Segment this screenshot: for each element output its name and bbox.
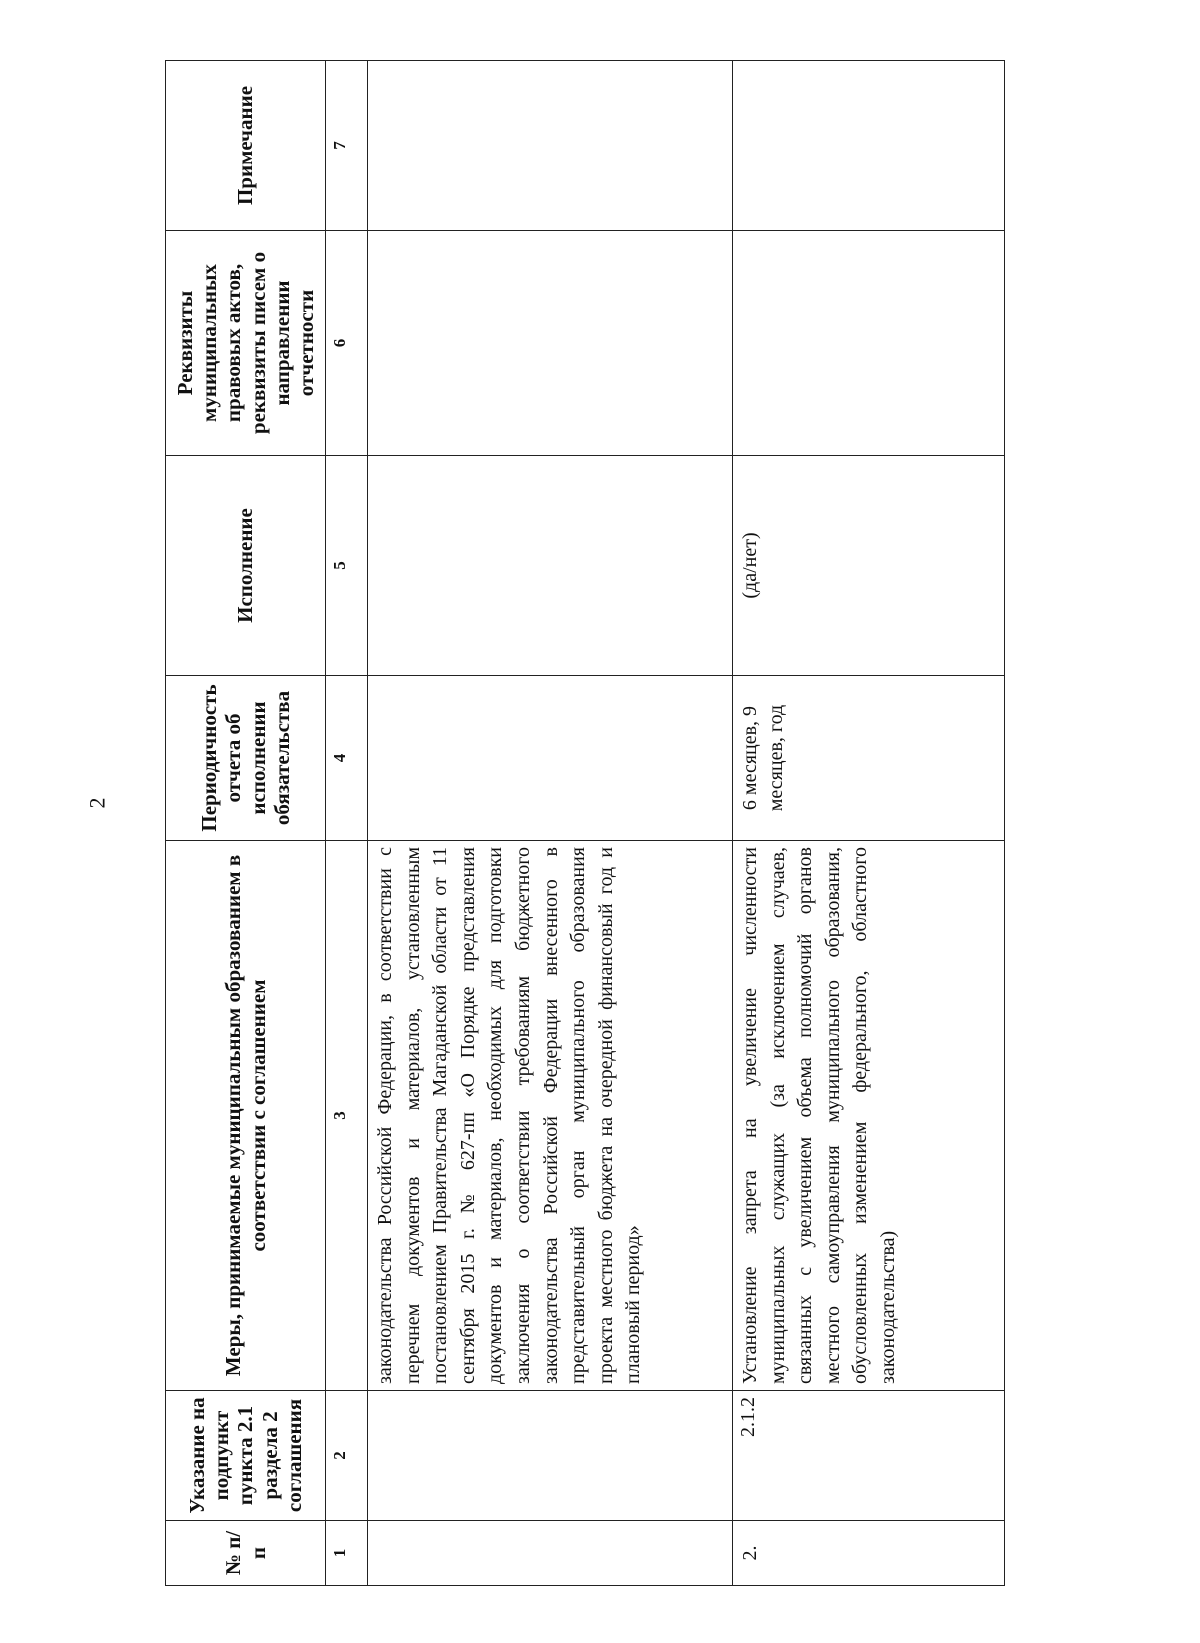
col-num-5: 5 [326, 456, 368, 676]
row-note [733, 61, 1005, 231]
header-measures: Меры, принимаемые муниципальным образованием в соответствии с соглашением [166, 841, 326, 1391]
col-num-3: 3 [326, 841, 368, 1391]
row-measure: законодательства Российской Федерации, в соответствии с перечнем документов и материалов, установленным постановлением Правительства Магаданской области от 11 сентября 2015 г. № 627-пп «О Порядке представления документов и материалов, необходимых для подготовки заключения о соответствии требованиям бюджетного законодательства Российской Федерации внесенного в представительный орган муниципального образования проекта местного бюджета на очередной финансовый год и плановый период» [368, 841, 733, 1391]
rotated-table-wrapper [165, 61, 1005, 1586]
header-execution: Исполнение [166, 456, 326, 676]
header-num: № п/п [166, 1521, 326, 1586]
page-number: 2 [84, 797, 110, 809]
col-num-2: 2 [326, 1391, 368, 1521]
row-period [368, 676, 733, 841]
row-num: 2. [733, 1521, 1005, 1586]
row-num [368, 1521, 733, 1586]
col-num-7: 7 [326, 61, 368, 231]
col-num-4: 4 [326, 676, 368, 841]
row-execution: (да/нет) [733, 456, 1005, 676]
col-num-1: 1 [326, 1521, 368, 1586]
col-num-6: 6 [326, 231, 368, 456]
header-ref: Указание на подпункт пункта 2.1 раздела 2 соглашения [166, 1391, 326, 1521]
rotated-page-area [165, 61, 1005, 1586]
row-period: 6 месяцев, 9 месяцев, год [733, 676, 1005, 841]
row-requisites [733, 231, 1005, 456]
row-ref: 2.1.2 [733, 1391, 1005, 1521]
header-requisites: Реквизиты муниципальных правовых актов, реквизиты писем о направлении отчетности [166, 231, 326, 456]
table-row [368, 61, 733, 1586]
obligations-table [165, 60, 1005, 1586]
row-measure: Установление запрета на увеличение численности муниципальных служащих (за исключением случаев, связанных с увеличением объема полномочий органов местного самоуправления муниципального образования, обусловленных изменением федерального, областного законодательства) [733, 841, 1005, 1391]
column-numbers-row [326, 61, 368, 1586]
row-note [368, 61, 733, 231]
row-execution [368, 456, 733, 676]
table-row [733, 61, 1005, 1586]
row-requisites [368, 231, 733, 456]
header-period: Периодичность отчета об исполнении обязательства [166, 676, 326, 841]
row-ref [368, 1391, 733, 1521]
header-row [166, 61, 326, 1586]
header-note: Примечание [166, 61, 326, 231]
